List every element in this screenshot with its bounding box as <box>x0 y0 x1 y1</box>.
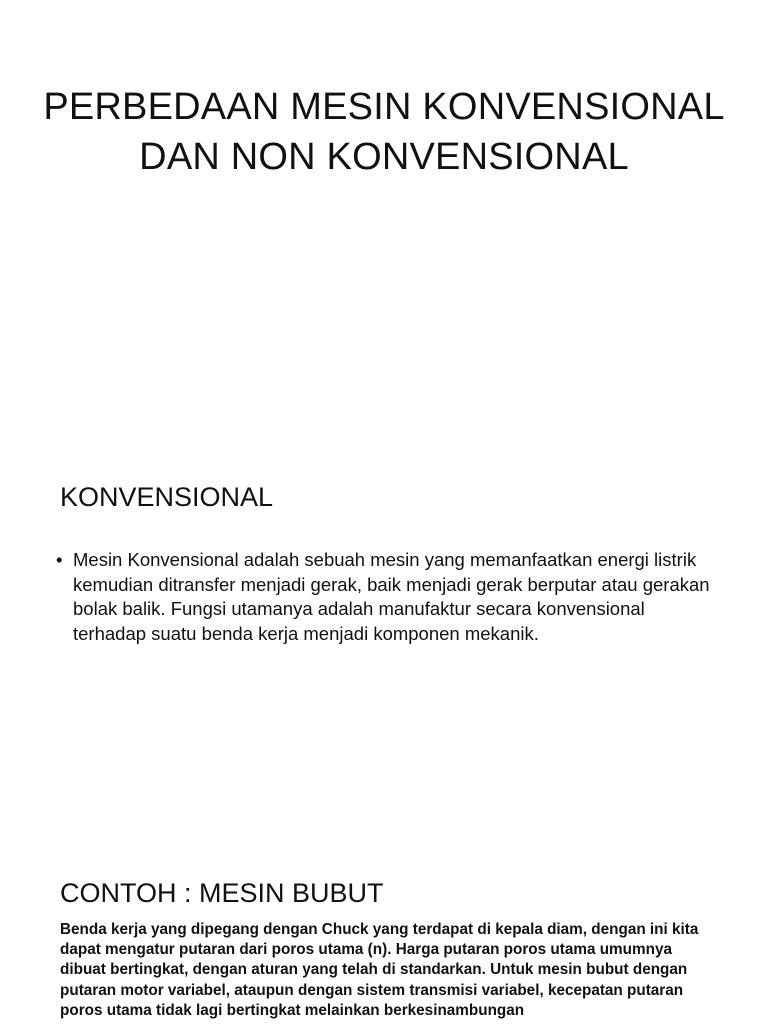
contoh-slide <box>0 850 768 1024</box>
konvensional-bullet-list <box>56 548 716 646</box>
title-slide <box>0 0 768 440</box>
contoh-heading: CONTOH : MESIN BUBUT <box>60 878 384 908</box>
bullet-dot-icon: • <box>56 549 63 570</box>
konvensional-slide <box>0 440 768 850</box>
slide-title-line-1: PERBEDAAN MESIN KONVENSIONAL <box>43 86 725 128</box>
konvensional-heading: KONVENSIONAL <box>60 482 274 512</box>
konvensional-bullet-item <box>56 548 716 646</box>
konvensional-bullet-text: Mesin Konvensional adalah sebuah mesin yang memanfaatkan energi listrik kemudian ditransfer menjadi gerak, baik menjadi gerak berputar atau gerakan bolak balik. Fungsi utamanya adalah manufaktur secara konvensional terhadap suatu benda kerja menjadi komponen mekanik. <box>73 549 710 644</box>
slide-title-line-2: DAN NON KONVENSIONAL <box>139 136 629 178</box>
slide-title <box>0 82 768 182</box>
contoh-paragraph: Benda kerja yang dipegang dengan Chuck yang terdapat di kepala diam, dengan ini kita dapat mengatur putaran dari poros utama (n). Harga putaran poros utama umumnya dibuat bertingkat, dengan aturan yang telah di standarkan. Untuk mesin bubut dengan putaran motor variabel, ataupun dengan sistem transmisi variabel, kecepatan putaran poros utama tidak lagi bertingkat melainkan berkesinambungan <box>60 921 699 1019</box>
